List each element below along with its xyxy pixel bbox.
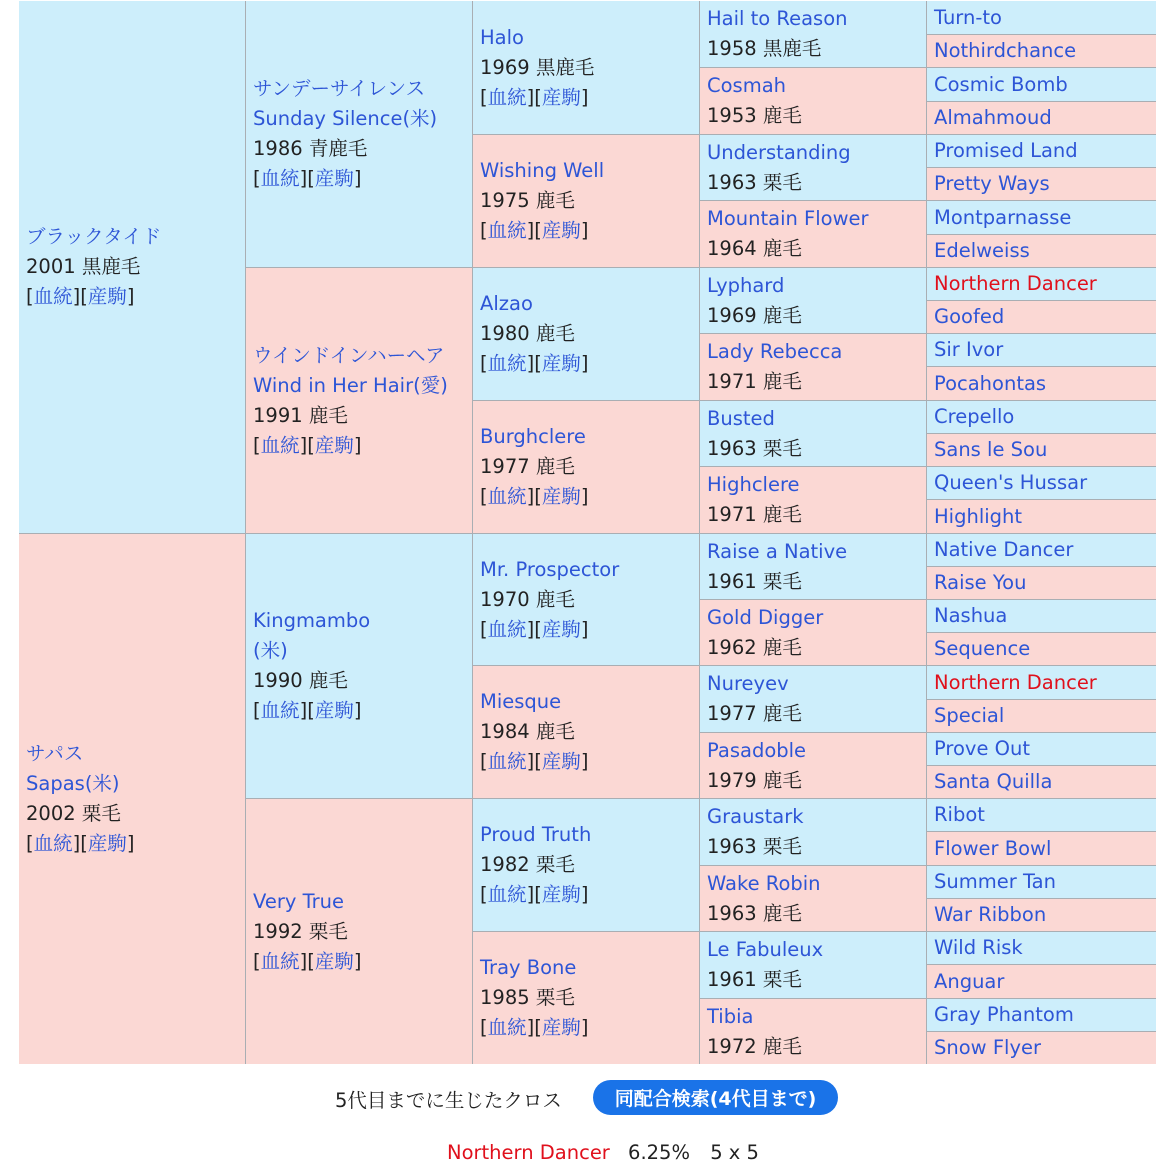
pedigree-cell-g5: [927, 567, 1156, 599]
offspring-link[interactable]: 産駒: [87, 285, 127, 308]
horse-birth-info: 1971 鹿毛: [707, 370, 802, 393]
pedigree-cell-g5: [927, 201, 1156, 234]
horse-links: [血統][産駒]: [26, 285, 135, 308]
horse-name-link[interactable]: Nothirdchance: [934, 39, 1077, 62]
horse-name-link[interactable]: Gold Digger: [707, 605, 824, 629]
offspring-link[interactable]: 産駒: [541, 1016, 581, 1039]
horse-links: [血統][産駒]: [480, 85, 589, 109]
horse-name-link[interactable]: Special: [934, 704, 1005, 727]
horse-name-link[interactable]: Nashua: [934, 604, 1008, 627]
pedigree-link[interactable]: 血統: [260, 699, 300, 722]
pedigree-cell-g3: [473, 268, 699, 400]
horse-birth-info: 1961 栗毛: [707, 968, 802, 991]
pedigree-link[interactable]: 血統: [487, 219, 527, 242]
offspring-link[interactable]: 産駒: [541, 85, 581, 109]
pedigree-cell-g2: [246, 268, 472, 533]
pedigree-cell-g4: [700, 401, 926, 466]
horse-birth-info: 2002 栗毛: [26, 802, 121, 825]
pedigree-cell-g5: [927, 999, 1156, 1031]
horse-name-link[interactable]: Edelweiss: [934, 239, 1030, 262]
pedigree-cell-g5: [927, 334, 1156, 366]
horse-name-link[interactable]: Northern Dancer: [934, 670, 1097, 694]
pedigree-link[interactable]: 血統: [487, 750, 527, 773]
horse-links: [血統][産駒]: [253, 433, 362, 457]
offspring-link[interactable]: 産駒: [541, 883, 581, 906]
pedigree-cell-g5: [927, 866, 1156, 898]
offspring-link[interactable]: 産駒: [541, 352, 581, 375]
horse-name-link[interactable]: Cosmah: [707, 74, 787, 97]
offspring-link[interactable]: 産駒: [541, 485, 581, 508]
horse-name-link[interactable]: Turn-to: [934, 5, 1002, 29]
horse-links: [血統][産駒]: [253, 699, 362, 722]
pedigree-cell-g3: [473, 1, 699, 134]
offspring-link[interactable]: 産駒: [541, 750, 581, 773]
horse-name-link[interactable]: Wishing Well: [480, 159, 605, 182]
pedigree-cell-g4: [700, 932, 926, 998]
pedigree-cell-g4: [700, 866, 926, 931]
pedigree-cell-g4: [700, 467, 926, 533]
pedigree-cell-g5: [927, 666, 1156, 699]
horse-name-link[interactable]: Montparnasse: [934, 205, 1072, 229]
horse-name-link[interactable]: Sir Ivor: [934, 338, 1004, 361]
pedigree-cell-g4: [700, 666, 926, 732]
horse-birth-info: 1972 鹿毛: [707, 1034, 802, 1058]
pedigree-cell-g5: [927, 102, 1156, 134]
similar-breeding-search-button[interactable]: 同配合検索(4代目まで): [593, 1080, 838, 1115]
pedigree-cell-g2: [246, 534, 472, 798]
pedigree-cell-g5: [927, 500, 1156, 533]
horse-name-link[interactable]: Snow Flyer: [934, 1036, 1042, 1059]
offspring-link[interactable]: 産駒: [314, 433, 354, 457]
horse-birth-info: 1991 鹿毛: [253, 403, 348, 427]
offspring-link[interactable]: 産駒: [541, 219, 581, 242]
pedigree-cell-g4: [700, 600, 926, 665]
horse-name-link[interactable]: Kingmambo: [253, 609, 371, 632]
pedigree-cell-g3: [473, 401, 699, 533]
pedigree-cell-g5: [927, 68, 1156, 101]
pedigree-link[interactable]: 血統: [487, 352, 527, 375]
pedigree-cell-g5: [927, 434, 1156, 466]
pedigree-link[interactable]: 血統: [260, 433, 300, 457]
horse-name-link[interactable]: Highclere: [707, 473, 800, 496]
horse-birth-info: 1977 鹿毛: [480, 455, 575, 478]
pedigree-cell-g5: [927, 467, 1156, 499]
cross-label: 5代目までに生じたクロス: [335, 1089, 562, 1112]
cross-horse-link[interactable]: Northern Dancer: [447, 1141, 610, 1164]
horse-links: [血統][産駒]: [480, 617, 589, 641]
horse-name-link[interactable]: Wind in Her Hair(愛): [253, 373, 448, 397]
horse-links: [血統][産駒]: [26, 832, 135, 855]
horse-links: [血統][産駒]: [480, 750, 589, 773]
pedigree-cell-g5: [927, 268, 1156, 300]
horse-name-link[interactable]: Hail to Reason: [707, 7, 848, 30]
pedigree-cell-g4: [700, 68, 926, 134]
horse-name-link[interactable]: Nureyev: [707, 672, 789, 695]
horse-links: [血統][産駒]: [480, 1016, 589, 1039]
pedigree-table: [19, 1, 1156, 1064]
horse-name-link[interactable]: Flower Bowl: [934, 836, 1052, 860]
pedigree-cell-g4: [700, 999, 926, 1064]
horse-name-link[interactable]: Cosmic Bomb: [934, 72, 1068, 96]
horse-birth-info: 1979 鹿毛: [707, 768, 802, 792]
horse-name-link[interactable]: Wild Risk: [934, 936, 1023, 959]
horse-name-link[interactable]: Mr. Prospector: [480, 557, 620, 581]
horse-name-link[interactable]: Very True: [253, 889, 344, 913]
pedigree-link[interactable]: 血統: [487, 1016, 527, 1039]
horse-birth-info: 1977 鹿毛: [707, 702, 802, 725]
horse-birth-info: 1982 栗毛: [480, 853, 575, 876]
horse-birth-info: 1975 鹿毛: [480, 189, 575, 212]
horse-name-link[interactable]: Prove Out: [934, 737, 1031, 760]
horse-birth-info: 1963 鹿毛: [707, 901, 802, 925]
horse-birth-info: 1984 鹿毛: [480, 720, 575, 743]
pedigree-link[interactable]: 血統: [487, 617, 527, 641]
horse-name-link[interactable]: Halo: [480, 25, 524, 49]
horse-name-link[interactable]: Anguar: [934, 969, 1005, 993]
pedigree-cell-g5: [927, 633, 1156, 665]
offspring-link[interactable]: 産駒: [314, 167, 354, 190]
horse-birth-info: 1992 栗毛: [253, 919, 348, 943]
pedigree-cell-g2: [246, 1, 472, 267]
horse-name-link[interactable]: Le Fabuleux: [707, 938, 824, 961]
pedigree-cell-g4: [700, 733, 926, 798]
horse-name-link[interactable]: Pasadoble: [707, 738, 807, 762]
pedigree-cell-g3: [473, 932, 699, 1064]
horse-name-link[interactable]: Graustark: [707, 805, 804, 828]
horse-name-link[interactable]: Tray Bone: [480, 956, 577, 979]
offspring-link[interactable]: 産駒: [314, 949, 354, 973]
pedigree-cell-g4: [700, 268, 926, 333]
horse-name-link[interactable]: Almahmoud: [934, 106, 1052, 129]
horse-name-link[interactable]: Ribot: [934, 803, 985, 826]
horse-birth-info: 1986 青鹿毛: [253, 137, 368, 160]
pedigree-cell-g1: [19, 1, 245, 533]
horse-birth-info: 1961 栗毛: [707, 569, 802, 593]
horse-name-link[interactable]: War Ribbon: [934, 903, 1047, 926]
pedigree-cell-g5: [927, 235, 1156, 267]
horse-name-link[interactable]: Raise You: [934, 571, 1027, 594]
pedigree-cell-g5: [927, 534, 1156, 566]
horse-name-link[interactable]: Understanding: [707, 140, 851, 164]
horse-name-link[interactable]: Summer Tan: [934, 870, 1056, 893]
pedigree-link[interactable]: 血統: [33, 832, 73, 855]
horse-birth-info: 1962 鹿毛: [707, 635, 802, 659]
horse-name-link[interactable]: Sapas(米): [26, 772, 120, 795]
horse-name-link[interactable]: Crepello: [934, 405, 1015, 428]
horse-name-link[interactable]: Wake Robin: [707, 871, 821, 895]
pedigree-cell-g3: [473, 534, 699, 665]
pedigree-cell-g5: [927, 766, 1156, 798]
horse-birth-info: 1958 黒鹿毛: [707, 37, 822, 60]
pedigree-cell-g5: [927, 1032, 1156, 1064]
horse-links: [血統][産駒]: [480, 485, 589, 508]
offspring-link[interactable]: 産駒: [541, 617, 581, 641]
horse-birth-info: 1953 鹿毛: [707, 104, 802, 127]
horse-name-link[interactable]: Burghclere: [480, 425, 586, 448]
pedigree-cell-g1: [19, 534, 245, 1064]
horse-links: [血統][産駒]: [253, 167, 362, 190]
pedigree-cell-g4: [700, 799, 926, 865]
cross-pattern: 5 x 5: [710, 1141, 759, 1164]
horse-links: [血統][産駒]: [480, 883, 589, 906]
pedigree-cell-g5: [927, 899, 1156, 931]
pedigree-cell-g4: [700, 1, 926, 67]
horse-name-link[interactable]: Pretty Ways: [934, 172, 1050, 195]
pedigree-cell-g5: [927, 932, 1156, 964]
horse-name-link[interactable]: Mountain Flower: [707, 207, 869, 230]
pedigree-cell-g5: [927, 965, 1156, 998]
pedigree-cell-g2: [246, 799, 472, 1064]
horse-birth-info: 1971 鹿毛: [707, 503, 802, 526]
horse-birth-info: 2001 黒鹿毛: [26, 255, 141, 278]
horse-name-link[interactable]: ブラックタイド: [26, 225, 162, 248]
horse-name-link[interactable]: Sequence: [934, 637, 1031, 660]
horse-name-link[interactable]: Lady Rebecca: [707, 340, 843, 363]
pedigree-link[interactable]: 血統: [487, 883, 527, 906]
horse-name-link[interactable]: Santa Quilla: [934, 770, 1053, 793]
horse-birth-info: 1970 鹿毛: [480, 587, 575, 611]
pedigree-cell-g5: [927, 401, 1156, 433]
horse-birth-info: 1964 鹿毛: [707, 237, 802, 260]
pedigree-cell-g3: [473, 666, 699, 798]
horse-birth-info: 1990 鹿毛: [253, 669, 348, 692]
horse-name-link[interactable]: Pocahontas: [934, 371, 1047, 395]
pedigree-cell-g5: [927, 700, 1156, 732]
pedigree-cell-g5: [927, 168, 1156, 200]
pedigree-cell-g4: [700, 334, 926, 400]
horse-name-link[interactable]: Native Dancer: [934, 538, 1074, 561]
pedigree-cell-g5: [927, 832, 1156, 865]
pedigree-link[interactable]: 血統: [487, 485, 527, 508]
horse-name-link[interactable]: Queen's Hussar: [934, 471, 1088, 494]
horse-name-link[interactable]: Sunday Silence(米): [253, 107, 438, 130]
pedigree-link[interactable]: 血統: [260, 167, 300, 190]
pedigree-cell-g5: [927, 1, 1156, 34]
pedigree-cell-g5: [927, 733, 1156, 765]
horse-name-link[interactable]: Miesque: [480, 690, 562, 713]
cross-entry: [447, 1141, 759, 1164]
horse-name-link[interactable]: Sans le Sou: [934, 438, 1048, 461]
horse-birth-info: 1980 鹿毛: [480, 322, 575, 345]
horse-birth-info: 1969 黒鹿毛: [480, 55, 595, 79]
horse-name-link[interactable]: Northern Dancer: [934, 272, 1097, 295]
horse-name-link[interactable]: Tibia: [707, 1004, 754, 1028]
horse-birth-info: 1985 栗毛: [480, 986, 575, 1009]
horse-name-link[interactable]: サンデーサイレンス: [253, 77, 426, 100]
pedigree-cell-g4: [700, 201, 926, 267]
horse-name-link[interactable]: Gray Phantom: [934, 1003, 1074, 1026]
horse-name-link[interactable]: Busted: [707, 406, 775, 430]
cross-section: [0, 1075, 1170, 1175]
pedigree-cell-g5: [927, 799, 1156, 831]
pedigree-cell-g4: [700, 534, 926, 599]
horse-name-link[interactable]: Goofed: [934, 305, 1005, 328]
horse-name-link[interactable]: Alzao: [480, 292, 533, 315]
horse-name-link[interactable]: Promised Land: [934, 139, 1078, 162]
pedigree-link[interactable]: 血統: [260, 949, 300, 973]
offspring-link[interactable]: 産駒: [314, 699, 354, 722]
horse-name-link[interactable]: (米): [253, 639, 288, 662]
horse-name-link[interactable]: サパス: [26, 742, 84, 765]
horse-links: [血統][産駒]: [253, 949, 362, 973]
horse-birth-info: 1963 栗毛: [707, 835, 802, 858]
horse-name-link[interactable]: ウインドインハーヘア: [253, 343, 445, 367]
pedigree-cell-g5: [927, 35, 1156, 67]
horse-name-link[interactable]: Lyphard: [707, 273, 785, 297]
horse-name-link[interactable]: Raise a Native: [707, 539, 848, 563]
cross-percent: 6.25%: [628, 1141, 690, 1164]
pedigree-link[interactable]: 血統: [487, 85, 527, 109]
pedigree-cell-g3: [473, 799, 699, 931]
pedigree-cell-g5: [927, 301, 1156, 333]
pedigree-cell-g3: [473, 135, 699, 267]
pedigree-cell-g5: [927, 600, 1156, 632]
horse-name-link[interactable]: Proud Truth: [480, 823, 592, 846]
horse-birth-info: 1963 栗毛: [707, 170, 802, 194]
pedigree-cell-g5: [927, 367, 1156, 400]
horse-birth-info: 1963 栗毛: [707, 436, 802, 460]
horse-name-link[interactable]: Highlight: [934, 504, 1023, 528]
offspring-link[interactable]: 産駒: [87, 832, 127, 855]
pedigree-cell-g4: [700, 135, 926, 200]
pedigree-link[interactable]: 血統: [33, 285, 73, 308]
horse-birth-info: 1969 鹿毛: [707, 303, 802, 327]
horse-links: [血統][産駒]: [480, 352, 589, 375]
horse-links: [血統][産駒]: [480, 219, 589, 242]
pedigree-cell-g5: [927, 135, 1156, 167]
